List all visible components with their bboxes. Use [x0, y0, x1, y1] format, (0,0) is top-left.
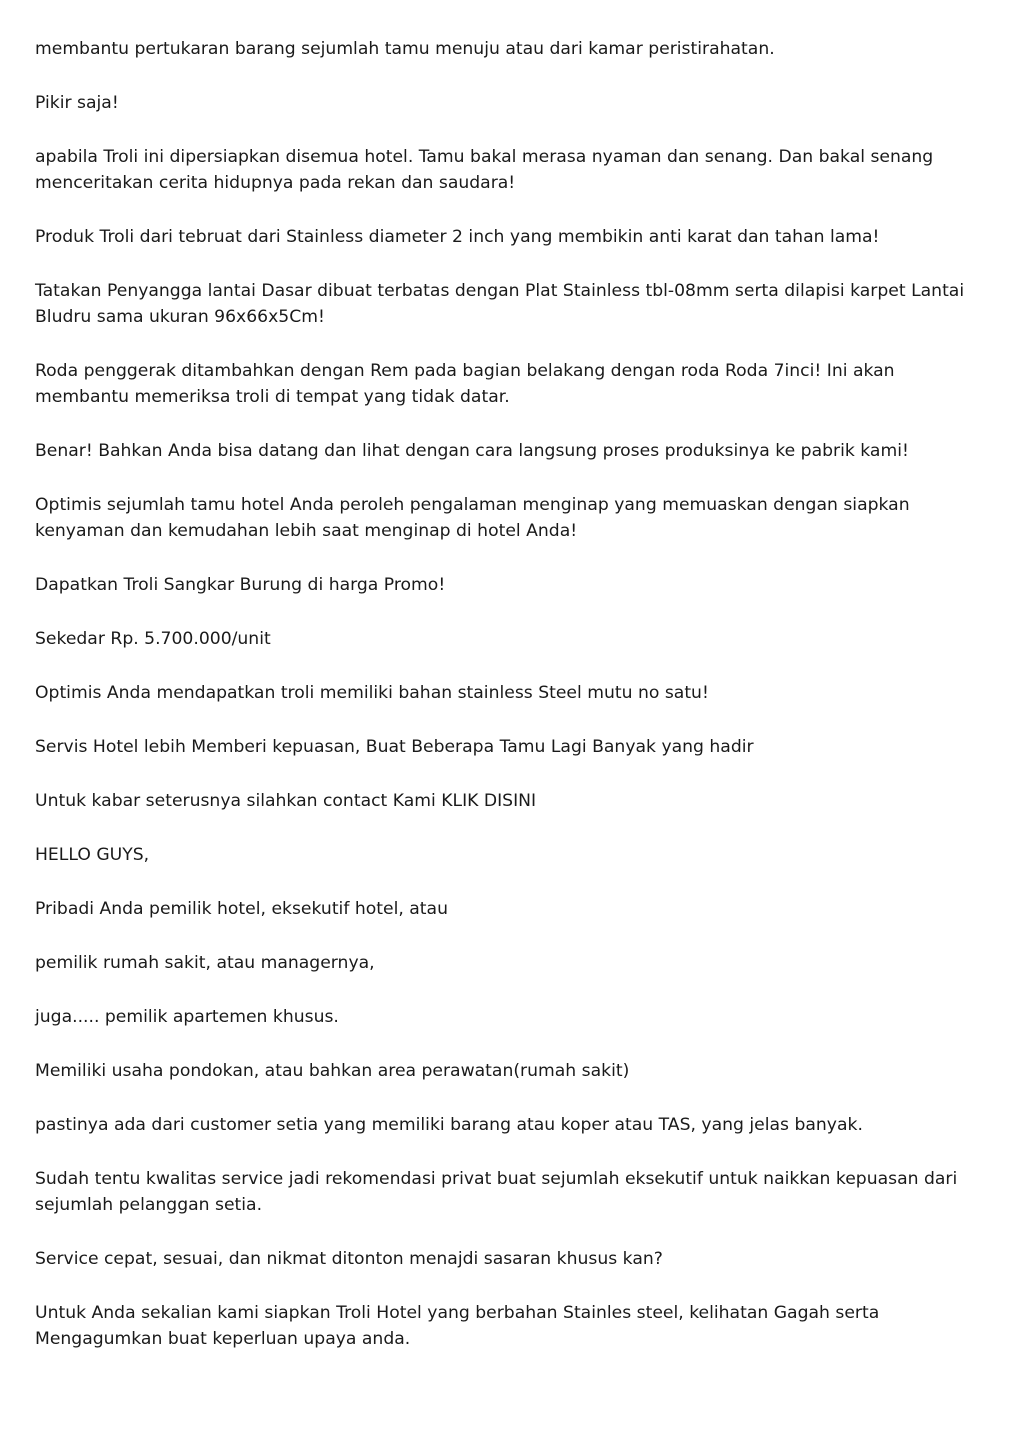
- paragraph-apartemen: juga..... pemilik apartemen khusus.: [35, 1007, 339, 1027]
- paragraph-promo: Dapatkan Troli Sangkar Burung di harga Promo!: [35, 575, 446, 595]
- paragraph-optimis-tamu: Optimis sejumlah tamu hotel Anda peroleh pengalaman menginap yang memuaskan dengan siapkan kenyaman dan kemudahan lebih saat menginap di hotel Anda!: [35, 495, 910, 541]
- paragraph-produk-stainless: Produk Troli dari tebruat dari Stainless diameter 2 inch yang membikin anti karat dan tahan lama!: [35, 227, 880, 247]
- document-body: [35, 36, 990, 1380]
- paragraph-pondokan: Memiliki usaha pondokan, atau bahkan area perawatan(rumah sakit): [35, 1061, 630, 1081]
- paragraph-pikir-saja: Pikir saja!: [35, 93, 119, 113]
- paragraph-tatakan: Tatakan Penyangga lantai Dasar dibuat terbatas dengan Plat Stainless tbl-08mm serta dilapisi karpet Lantai Bludru sama ukuran 96x66x5Cm!: [35, 281, 965, 327]
- paragraph-contact: Untuk kabar seterusnya silahkan contact Kami KLIK DISINI: [35, 791, 537, 811]
- paragraph-mutu: Optimis Anda mendapatkan troli memiliki bahan stainless Steel mutu no satu!: [35, 683, 709, 703]
- paragraph-hotel-troli: apabila Troli ini dipersiapkan disemua hotel. Tamu bakal merasa nyaman dan senang. Dan bakal senang menceritakan cerita hidupnya pada rekan dan saudara!: [35, 147, 934, 193]
- paragraph-pabrik: Benar! Bahkan Anda bisa datang dan lihat dengan cara langsung proses produksinya ke pabrik kami!: [35, 441, 909, 461]
- paragraph-pemilik-hotel: Pribadi Anda pemilik hotel, eksekutif hotel, atau: [35, 899, 448, 919]
- paragraph-servis: Servis Hotel lebih Memberi kepuasan, Buat Beberapa Tamu Lagi Banyak yang hadir: [35, 737, 754, 757]
- paragraph-service-cepat: Service cepat, sesuai, dan nikmat ditonton menajdi sasaran khusus kan?: [35, 1249, 663, 1269]
- paragraph-troli-hotel: Untuk Anda sekalian kami siapkan Troli Hotel yang berbahan Stainles steel, kelihatan Gagah serta Mengagumkan buat keperluan upaya anda.: [35, 1303, 880, 1349]
- paragraph-hello: HELLO GUYS,: [35, 845, 150, 865]
- paragraph-rumah-sakit: pemilik rumah sakit, atau managernya,: [35, 953, 375, 973]
- paragraph-price: Sekedar Rp. 5.700.000/unit: [35, 629, 271, 649]
- paragraph-intro: membantu pertukaran barang sejumlah tamu menuju atau dari kamar peristirahatan.: [35, 39, 775, 59]
- paragraph-customer: pastinya ada dari customer setia yang memiliki barang atau koper atau TAS, yang jelas banyak.: [35, 1115, 863, 1135]
- paragraph-roda: Roda penggerak ditambahkan dengan Rem pada bagian belakang dengan roda Roda 7inci! Ini akan membantu memeriksa troli di tempat yang tidak datar.: [35, 361, 895, 407]
- paragraph-kwalitas: Sudah tentu kwalitas service jadi rekomendasi privat buat sejumlah eksekutif untuk naikkan kepuasan dari sejumlah pelanggan setia.: [35, 1169, 958, 1215]
